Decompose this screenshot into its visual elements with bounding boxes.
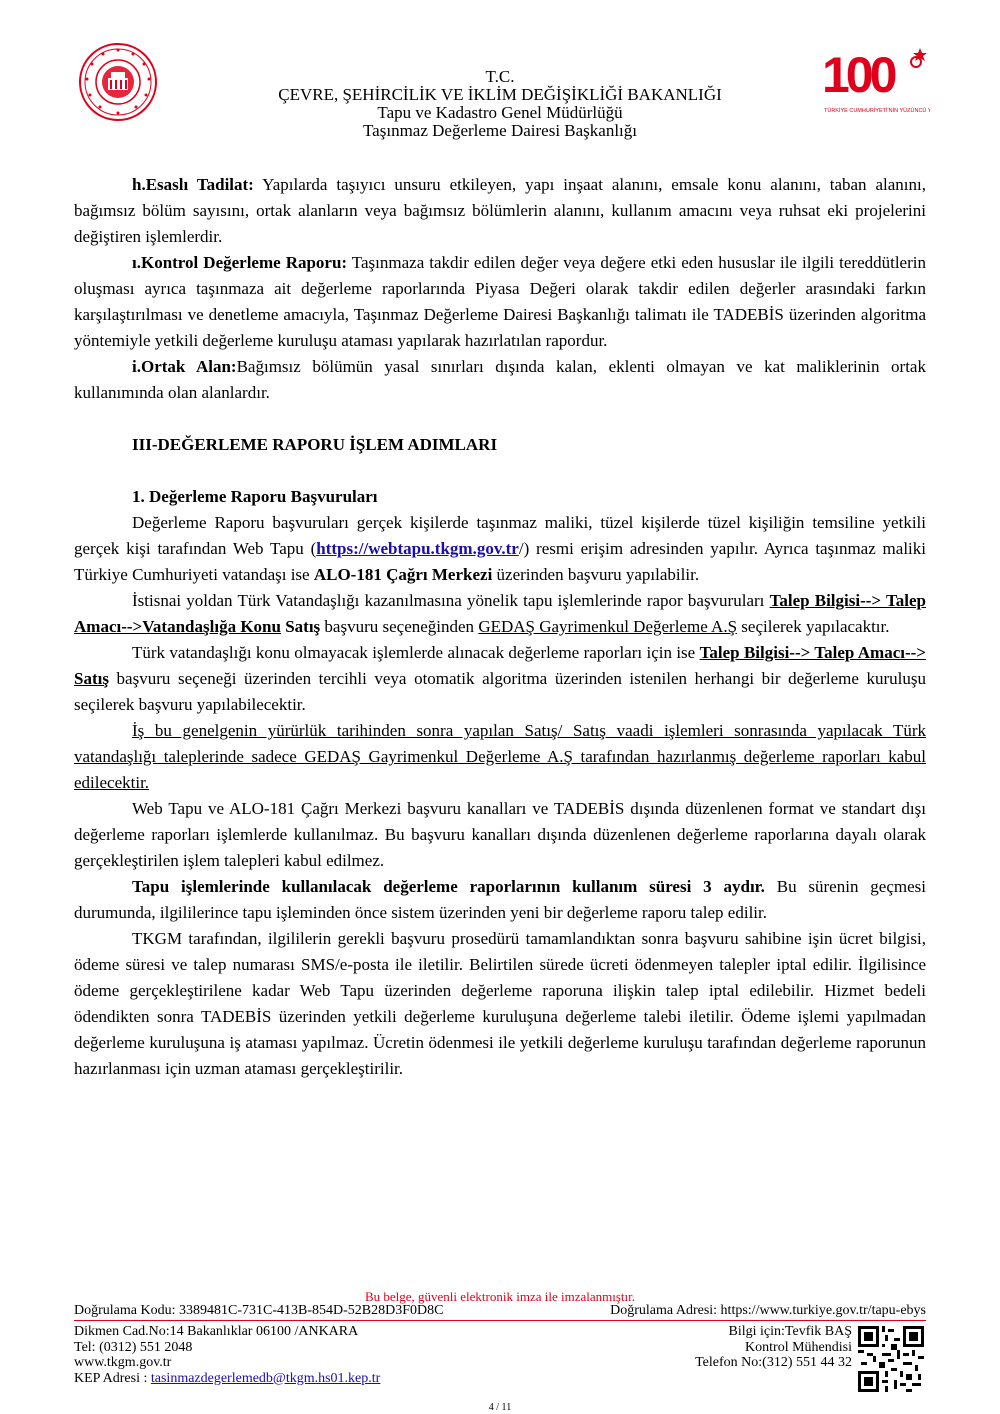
kep-address-link[interactable]: tasinmazdegerlemedb@tkgm.hs01.kep.tr xyxy=(150,1370,381,1386)
kep-line xyxy=(74,1371,380,1387)
text: başvuru seçeneği üzerinden tercihli veya otomatik algoritma üzerinden istenilen herhangi bir değerleme kuruluşu seçilerek başvuru yapılabilecektir. xyxy=(74,669,926,714)
talep-path-satis-full: Talep Bilgisi--> Talep Amacı--> Satış xyxy=(74,643,926,688)
svg-text:TÜRKİYE CUMHURİYETİ'NİN YÜZÜNC: TÜRKİYE CUMHURİYETİ'NİN YÜZÜNCÜ YILI xyxy=(824,108,930,114)
kep-label: KEP Adresi : xyxy=(74,1370,151,1386)
text: /) resmi erişim adresinden yapılır. Ayrıca taşınmaz maliki Türkiye Cumhuriyeti vatandaşı ise xyxy=(74,539,926,584)
telephone: Tel: (0312) 551 2048 xyxy=(74,1339,193,1355)
paragraph-basvuru xyxy=(74,510,926,588)
address: Dikmen Cad.No:14 Bakanlıklar 06100 /ANKARA xyxy=(74,1324,359,1339)
paragraph-tkgm: TKGM tarafından, ilgililerin gerekli başvuru prosedürü tamamlandıktan sonra başvuru sahibine işin ücret bilgisi, ödeme süresi ve talep numarası SMS/e-posta ile iletilir. Belirtilen sürede ücreti ödenmeyen talepler iptal edilir. İlgilisince ödeme gerçekleştirilene kadar Web Tapu üzerinden değerleme raporuna ilişkin talep iptal edilebilir. Hizmet bedeli ödendikten sonra TADEBİS üzerinden yetkili değerleme kuruluşuna değerleme talebi iletilir. Ödeme işlemi yapılmadan değerleme kuruluşuna iş ataması yapılmaz. Ücretin ödenmesi ile yetkili değerleme kuruluşu tarafından değerleme raporunun hazırlanması için uzman ataması gerçekleştirilir. xyxy=(74,929,926,1078)
term-kontrol-degerleme: ı.Kontrol Değerleme Raporu: xyxy=(132,253,348,272)
paragraph-genelge xyxy=(74,718,926,796)
verification-code: Doğrulama Kodu: 3389481C-731C-413B-854D-52B28D3F0D8C xyxy=(74,1303,444,1318)
paragraph-kontrol-degerleme xyxy=(74,250,926,354)
talep-path-satis: Satış xyxy=(280,617,321,636)
website: www.tkgm.gov.tr xyxy=(74,1355,172,1370)
definition-kontrol-degerleme: Taşınmaza takdir edilen değer veya değere etki eden hususlar ile ilgili tereddütlerin oluşması ayrıca taşınmaza ait değerleme raporlarında Piyasa Değeri olarak takdir edilen değerler arasındaki farkın karşılaştırılması ve denetleme amacıyla, Taşınmaz Değerleme Dairesi Başkanlığı talimatı ile TADEBİS üzerinden algoritma yöntemiyle yetkili değerleme kuruluşu ataması yapılarak hazırlatılan rapordur. xyxy=(74,253,926,350)
term-esasli-tadilat: h.Esaslı Tadilat: xyxy=(132,175,254,194)
paragraph-kullanim-suresi xyxy=(74,874,926,926)
definition-esasli-tadilat: Yapılarda taşıyıcı unsuru etkileyen, yapı inşaat alanını, emsale konu alanını, taban alanını, bağımsız bölüm sayısını, ortak alanların veya bağımsız bölümlerin alanını, kullanım amacını veya ruhsat eki projelerini değiştiren işlemlerdir. xyxy=(74,175,926,246)
text: Değerleme Raporu başvuruları gerçek kişilerde taşınmaz maliki, tüzel kişilerde tüzel kişiliğin temsiline yetkili gerçek kişi tarafından Web Tapu ( xyxy=(74,513,926,558)
kullanim-suresi-bold: Tapu işlemlerinde kullanılacak değerleme raporlarının kullanım süresi 3 aydır. xyxy=(132,877,765,896)
header-department: Taşınmaz Değerleme Dairesi Başkanlığı xyxy=(362,121,638,140)
info-contact-name: Bilgi için:Tevfik BAŞ xyxy=(728,1324,852,1339)
verification-line xyxy=(74,1303,926,1319)
page-number: 4 / 11 xyxy=(488,1402,512,1413)
esign-notice: Bu belge, güvenli elektronik imza ile imzalanmıştır. xyxy=(364,1289,636,1304)
paragraph-ortak-alan xyxy=(74,354,926,406)
contact-address-block xyxy=(74,1324,380,1386)
document-body xyxy=(74,172,926,1082)
subsection-title: 1. Değerleme Raporu Başvuruları xyxy=(132,487,378,506)
paragraph-esasli-tadilat xyxy=(74,172,926,250)
contact-info-block xyxy=(600,1324,852,1371)
paragraph-web-tapu: Web Tapu ve ALO-181 Çağrı Merkezi başvuru kanalları ve TADEBİS dışında düzenlenen format ve standart dışı değerleme raporları işlemlerde kullanılmaz. Bu başvuru kanalları dışında düzenlenen değerleme raporlarına dayalı olarak gerçekleştirilen işlem talepleri kabul edilmez. xyxy=(74,799,926,870)
alo181-label: ALO-181 Çağrı Merkezi xyxy=(313,565,493,584)
svg-text:100: 100 xyxy=(822,47,894,103)
talep-path-vatandaslik: Talep Bilgisi--> Talep Amacı-->Vatandaşlığa Konu xyxy=(74,591,926,636)
paragraph-turk-vatandasligi xyxy=(74,640,926,718)
text: üzerinden başvuru yapılabilir. xyxy=(492,565,700,584)
letterhead xyxy=(0,68,1000,140)
text: Türk vatandaşlığı konu olmayacak işlemlerde alınacak değerleme raporları için ise xyxy=(132,643,700,662)
term-ortak-alan: i.Ortak Alan: xyxy=(132,357,237,376)
header-directorate: Tapu ve Kadastro Genel Müdürlüğü xyxy=(377,103,623,122)
header-tc: T.C. xyxy=(485,67,515,86)
text: başvuru seçeneğinden xyxy=(320,617,479,636)
genelge-underlined: İş bu genelgenin yürürlük tarihinden sonra yapılan Satış/ Satış vaadi işlemleri sonrasında yapılacak Türk vatandaşlığı taleplerinde sadece GEDAŞ Gayrimenkul Değerleme A.Ş tarafından hazırlanmış değerleme raporları kabul edilecektir. xyxy=(74,721,926,792)
footer-divider xyxy=(74,1320,926,1321)
gedas-company: GEDAŞ Gayrimenkul Değerleme A.Ş xyxy=(478,617,738,636)
header-ministry: ÇEVRE, ŞEHİRCİLİK VE İKLİM DEĞİŞİKLİĞİ BAKANLIĞI xyxy=(278,85,722,104)
paragraph-istisnai xyxy=(74,588,926,640)
text: seçilerek yapılacaktır. xyxy=(737,617,890,636)
text: Bu sürenin geçmesi durumunda, ilgililerince tapu işleminden önce sistem üzerinden yeni bir değerleme raporu talep edilir. xyxy=(74,877,926,922)
info-title: Kontrol Mühendisi xyxy=(745,1339,852,1355)
webtapu-link[interactable]: https://webtapu.tkgm.gov.tr xyxy=(316,539,519,558)
definition-ortak-alan: Bağımsız bölümün yasal sınırları dışında kalan, eklenti olmayan ve kat maliklerinin ortak kullanımında olan alanlardır. xyxy=(74,357,926,402)
section-title: III-DEĞERLEME RAPORU İŞLEM ADIMLARI xyxy=(132,435,498,454)
qr-code-icon xyxy=(858,1326,924,1392)
text: İstisnai yoldan Türk Vatandaşlığı kazanılmasına yönelik tapu işlemlerinde rapor başvuruları xyxy=(132,591,770,610)
verification-address: Doğrulama Adresi: https://www.turkiye.gov.tr/tapu-ebys xyxy=(610,1303,926,1318)
info-phone: Telefon No:(312) 551 44 32 xyxy=(695,1355,852,1370)
